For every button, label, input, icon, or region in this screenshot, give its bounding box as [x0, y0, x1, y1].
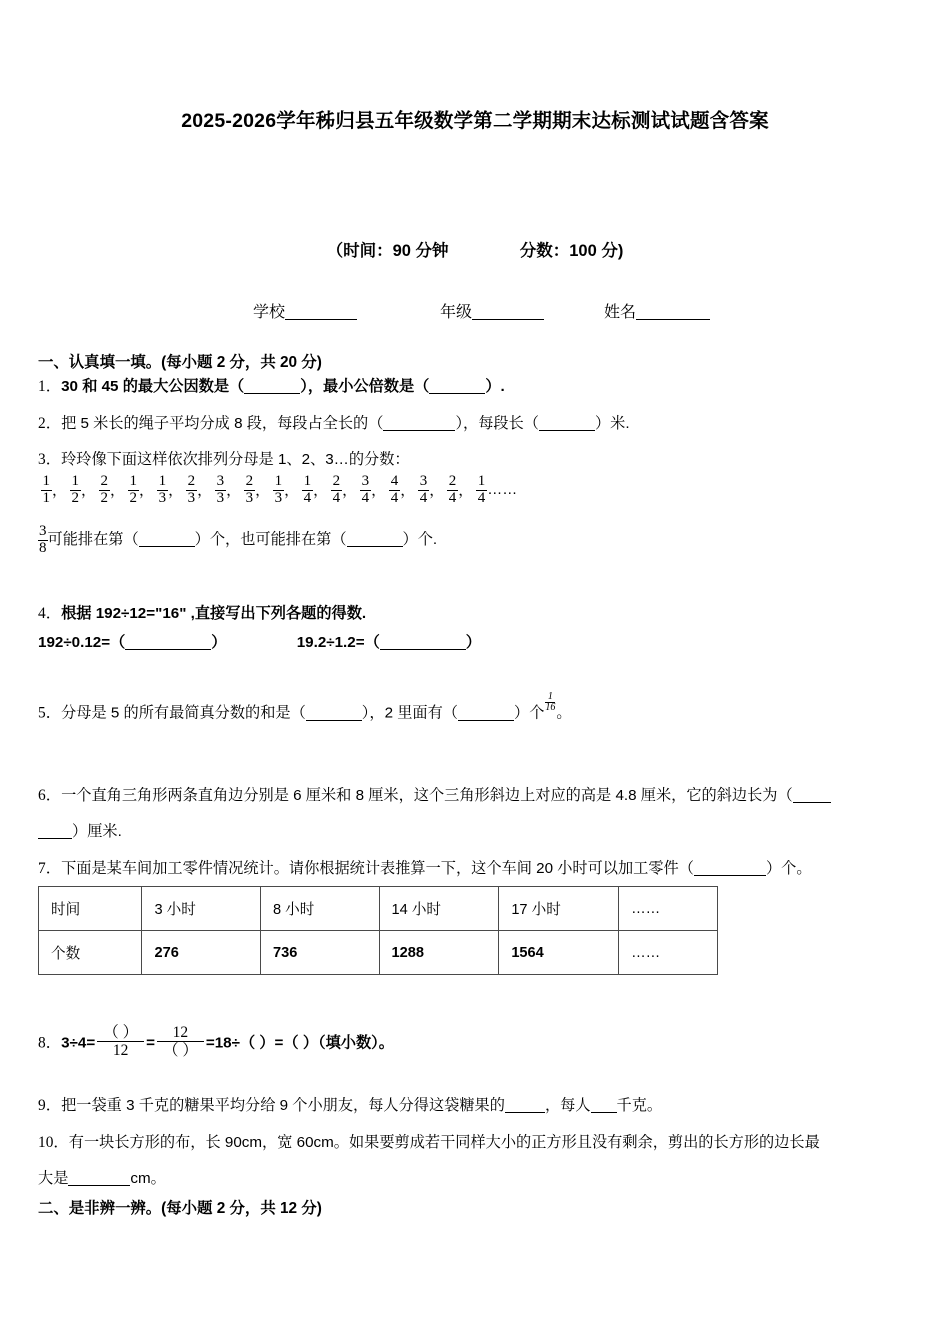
- question-2: [38, 412, 630, 436]
- section-heading-2: 二、是非辨一辨。(每小题 2 分，共 12 分): [38, 1200, 322, 1217]
- sequence-fraction-numerator: 1: [477, 473, 486, 489]
- sequence-fraction-denominator: 2: [129, 489, 138, 506]
- question-6-text: 一个直角三角形两条直角边分别是 6 厘米和 8 厘米，这个三角形斜边上对应的高是 4.8 厘米，它的斜边长为（: [61, 787, 793, 804]
- question-9-text-a: 把一袋重 3 千克的糖果平均分给 9 个小朋友，每人分得这袋糖果的: [61, 1097, 505, 1114]
- question-1: [38, 375, 505, 399]
- question-4-text: 根据 192÷12="16" ,直接写出下列各题的得数.: [61, 605, 367, 622]
- sequence-fraction-numerator: 4: [390, 473, 399, 489]
- question-8-tail: =18÷（ ）=（ ）（填小数）。: [205, 1034, 394, 1052]
- exam-total-score: 分数：100 分): [519, 242, 624, 260]
- table-row: [39, 931, 718, 975]
- question-7: [38, 857, 812, 881]
- question-5-text-d: 。: [556, 704, 572, 722]
- sequence-separator: ，: [197, 482, 213, 500]
- question-8-equals-1: =: [146, 1034, 155, 1052]
- question-4-blank-2[interactable]: [380, 635, 466, 650]
- question-10-line-1: [38, 1131, 930, 1155]
- question-3-text-a: 可能排在第（: [47, 531, 139, 549]
- target-fraction-numerator: 3: [39, 523, 47, 539]
- question-6-text-end: ）厘米.: [72, 823, 122, 840]
- question-3-blank-1[interactable]: [139, 532, 195, 547]
- school-field: [253, 299, 357, 322]
- sequence-fraction-numerator: 3: [361, 473, 370, 489]
- sequence-fraction: [99, 474, 111, 506]
- question-5-text-a: 分母是 5 的所有最简真分数的和是（: [61, 704, 306, 722]
- question-2-text-c: ）米.: [594, 415, 630, 432]
- sequence-separator: ，: [110, 482, 126, 500]
- question-5-sup-denominator: 16: [545, 702, 556, 714]
- exam-duration: （时间：90 分钟: [326, 242, 449, 260]
- question-4-expr-right: 19.2÷1.2=（: [296, 634, 380, 651]
- sequence-fraction: [157, 474, 169, 506]
- question-10-number: 10．: [38, 1134, 69, 1151]
- exam-meta-line: [0, 237, 950, 261]
- sequence-fraction-denominator: 1: [42, 489, 50, 506]
- question-7-blank[interactable]: [694, 861, 766, 876]
- sequence-fraction-denominator: 2: [100, 489, 109, 506]
- sequence-fraction: [447, 474, 459, 506]
- school-label: 学校: [253, 304, 286, 321]
- sequence-separator: ，: [255, 482, 271, 500]
- sequence-fraction-denominator: 3: [216, 489, 225, 506]
- question-1-blank-1[interactable]: [244, 379, 300, 394]
- sequence-fraction-numerator: 2: [100, 473, 109, 489]
- question-2-number: 2．: [38, 415, 62, 432]
- question-7-text-a: 下面是某车间加工零件情况统计。请你根据统计表推算一下，这个车间 20 小时可以加工零件（: [61, 860, 694, 877]
- sequence-separator: ，: [313, 482, 329, 500]
- question-8-fraction-1-numerator[interactable]: （ ）: [97, 1024, 144, 1042]
- sequence-separator: ，: [371, 482, 387, 500]
- question-7-number: 7．: [38, 860, 62, 877]
- sequence-separator: ，: [400, 482, 416, 500]
- sequence-fraction: [128, 474, 140, 506]
- question-6-blank-part-1[interactable]: [793, 788, 831, 803]
- sequence-fraction-denominator: 4: [419, 489, 428, 506]
- sequence-separator: ，: [52, 482, 68, 500]
- question-4-expr-left-close: ）: [211, 634, 227, 651]
- table-cell: 17 小时: [499, 887, 619, 931]
- question-1-text-a: 30 和 45 的最大公因数是（: [61, 378, 245, 395]
- question-2-blank-2[interactable]: [539, 416, 595, 431]
- name-label: 姓名: [604, 304, 637, 321]
- sequence-fraction-numerator: 3: [216, 473, 225, 489]
- question-10-blank[interactable]: [68, 1171, 130, 1186]
- question-8-lhs: 3÷4=: [61, 1034, 96, 1052]
- target-fraction-denominator: 8: [39, 539, 47, 556]
- question-7-text-b: ）个。: [765, 860, 812, 877]
- question-9-blank-1[interactable]: [505, 1098, 545, 1113]
- question-4-blank-1[interactable]: [125, 635, 211, 650]
- question-5-sup-numerator: 1: [545, 692, 555, 703]
- question-9-text-c: 千克。: [616, 1097, 663, 1114]
- sequence-fraction: [360, 474, 372, 506]
- question-9-text-b: ，每人: [544, 1097, 591, 1114]
- question-9-number: 9．: [38, 1097, 62, 1114]
- question-3-number: 3．: [38, 451, 62, 468]
- sequence-fraction: [331, 474, 343, 506]
- grade-label: 年级: [440, 304, 473, 321]
- question-8: [38, 1024, 394, 1060]
- question-8-fraction-2[interactable]: [157, 1024, 204, 1060]
- question-5-blank-2[interactable]: [458, 705, 514, 720]
- sequence-fraction: [186, 474, 198, 506]
- sequence-fraction-numerator: 1: [71, 473, 80, 489]
- sequence-fraction: [215, 474, 227, 506]
- question-4-expr-right-close: ）: [465, 634, 481, 651]
- question-3-tail: [38, 524, 437, 556]
- sequence-fraction-denominator: 4: [390, 489, 399, 506]
- sequence-fraction-denominator: 2: [71, 489, 80, 506]
- sequence-fraction: [302, 474, 314, 506]
- sequence-separator: ，: [139, 482, 155, 500]
- question-9: [38, 1094, 662, 1118]
- sequence-separator: ，: [458, 482, 474, 500]
- page-title: 2025-2026学年秭归县五年级数学第二学期期末达标测试试题含答案: [181, 110, 769, 132]
- table-cell: 1564: [499, 931, 619, 975]
- question-5-text-b: ），2 里面有（: [361, 704, 458, 722]
- sequence-fraction: [41, 474, 53, 506]
- question-8-number: 8．: [38, 1034, 62, 1052]
- question-6-blank-part-2[interactable]: [38, 824, 72, 839]
- sequence-fraction: [418, 474, 430, 506]
- question-1-text-b: ），最小公倍数是（: [300, 378, 430, 395]
- sequence-fraction: [273, 474, 285, 506]
- table-row-header: 时间: [39, 887, 142, 931]
- grade-field: [440, 299, 544, 322]
- sequence-fraction-numerator: 2: [448, 473, 457, 489]
- sequence-fraction-denominator: 4: [361, 489, 370, 506]
- sequence-ellipsis: ……: [487, 480, 518, 498]
- sequence-fraction: [476, 474, 488, 506]
- question-1-number: 1．: [38, 378, 62, 395]
- sequence-separator: ，: [429, 482, 445, 500]
- sequence-fraction-denominator: 4: [477, 489, 486, 506]
- question-2-text-b: ），每段长（: [455, 415, 539, 432]
- name-blank[interactable]: [636, 304, 710, 320]
- sequence-separator: ，: [81, 482, 97, 500]
- question-4-stem: [38, 602, 366, 626]
- sequence-fraction-numerator: 3: [419, 473, 428, 489]
- question-4-expressions: [38, 632, 481, 655]
- sequence-fraction-denominator: 4: [303, 489, 312, 506]
- sequence-fraction-numerator: 1: [158, 473, 167, 489]
- table-row: [39, 887, 718, 931]
- sequence-separator: ，: [226, 482, 242, 500]
- name-field: [604, 299, 710, 322]
- question-8-fraction-2-denominator[interactable]: （ ）: [162, 1042, 198, 1060]
- target-fraction: [38, 524, 48, 556]
- table-cell: 736: [261, 931, 380, 975]
- sequence-fraction-numerator: 2: [187, 473, 196, 489]
- sequence-fraction-denominator: 3: [158, 489, 167, 506]
- question-8-fraction-1-denominator: 12: [112, 1042, 129, 1060]
- question-4-expr-left: 192÷0.12=（: [38, 634, 126, 651]
- question-5-superscript-fraction: [545, 692, 555, 713]
- question-5: [38, 692, 572, 725]
- question-6-line-2: [38, 821, 122, 844]
- question-5-number: 5．: [38, 704, 62, 722]
- sequence-fraction-numerator: 1: [303, 473, 312, 489]
- sequence-fraction-denominator: 3: [245, 489, 254, 506]
- table-cell: 8 小时: [261, 887, 380, 931]
- sequence-separator: ，: [284, 482, 300, 500]
- table-cell: ……: [619, 931, 718, 975]
- question-10-text-a: 大是: [38, 1170, 69, 1187]
- table-cell: 1288: [379, 931, 499, 975]
- question-3-text-b: ）个，也可能排在第（: [194, 531, 347, 549]
- question-5-text-c: ）个: [514, 704, 545, 722]
- question-8-fraction-1[interactable]: [97, 1024, 144, 1060]
- grade-blank[interactable]: [472, 304, 544, 320]
- table-cell: ……: [619, 887, 718, 931]
- question-1-text-c: ）.: [485, 378, 505, 395]
- question-10-text-b: cm。: [130, 1170, 166, 1187]
- question-4-number: 4．: [38, 605, 62, 622]
- question-2-blank-1[interactable]: [383, 416, 455, 431]
- sequence-fraction-numerator: 2: [245, 473, 254, 489]
- table-cell: 3 小时: [142, 887, 261, 931]
- question-3-text: 玲玲像下面这样依次排列分母是 1、2、3…的分数：: [61, 451, 410, 468]
- question-9-blank-2[interactable]: [591, 1098, 617, 1113]
- question-6-number: 6．: [38, 787, 62, 804]
- question-2-text-a: 把 5 米长的绳子平均分成 8 段，每段占全长的（: [61, 415, 384, 432]
- question-3-fraction-sequence: [40, 474, 517, 506]
- table-cell: 276: [142, 931, 261, 975]
- question-10-line-2: [38, 1168, 166, 1191]
- question-6-line-1: [38, 784, 926, 808]
- question-8-fraction-2-numerator: 12: [157, 1024, 204, 1042]
- question-5-blank-1[interactable]: [306, 705, 362, 720]
- sequence-fraction-numerator: 2: [332, 473, 341, 489]
- sequence-fraction-numerator: 1: [42, 473, 50, 489]
- sequence-fraction-denominator: 4: [448, 489, 457, 506]
- question-3-blank-2[interactable]: [347, 532, 403, 547]
- question-3-stem: [38, 448, 410, 472]
- sequence-fraction-denominator: 4: [332, 489, 341, 506]
- sequence-fraction-denominator: 3: [187, 489, 196, 506]
- sequence-fraction: [389, 474, 401, 506]
- table-cell: 14 小时: [379, 887, 499, 931]
- question-10-text: 有一块长方形的布，长 90cm，宽 60cm。如果要剪成若干同样大小的正方形且没有剩余，剪出的长方形的边长最: [68, 1134, 820, 1151]
- table-row-header: 个数: [39, 931, 142, 975]
- sequence-separator: ，: [168, 482, 184, 500]
- statistics-table: [38, 886, 718, 975]
- sequence-separator: ，: [342, 482, 358, 500]
- sequence-fraction: [70, 474, 82, 506]
- question-1-blank-2[interactable]: [429, 379, 485, 394]
- school-blank[interactable]: [285, 304, 357, 320]
- sequence-fraction-numerator: 1: [274, 473, 283, 489]
- sequence-fraction-numerator: 1: [129, 473, 138, 489]
- section-heading-1: 一、认真填一填。(每小题 2 分，共 20 分): [38, 354, 322, 371]
- question-3-text-c: ）个.: [402, 531, 438, 549]
- sequence-fraction: [244, 474, 256, 506]
- sequence-fraction-denominator: 3: [274, 489, 283, 506]
